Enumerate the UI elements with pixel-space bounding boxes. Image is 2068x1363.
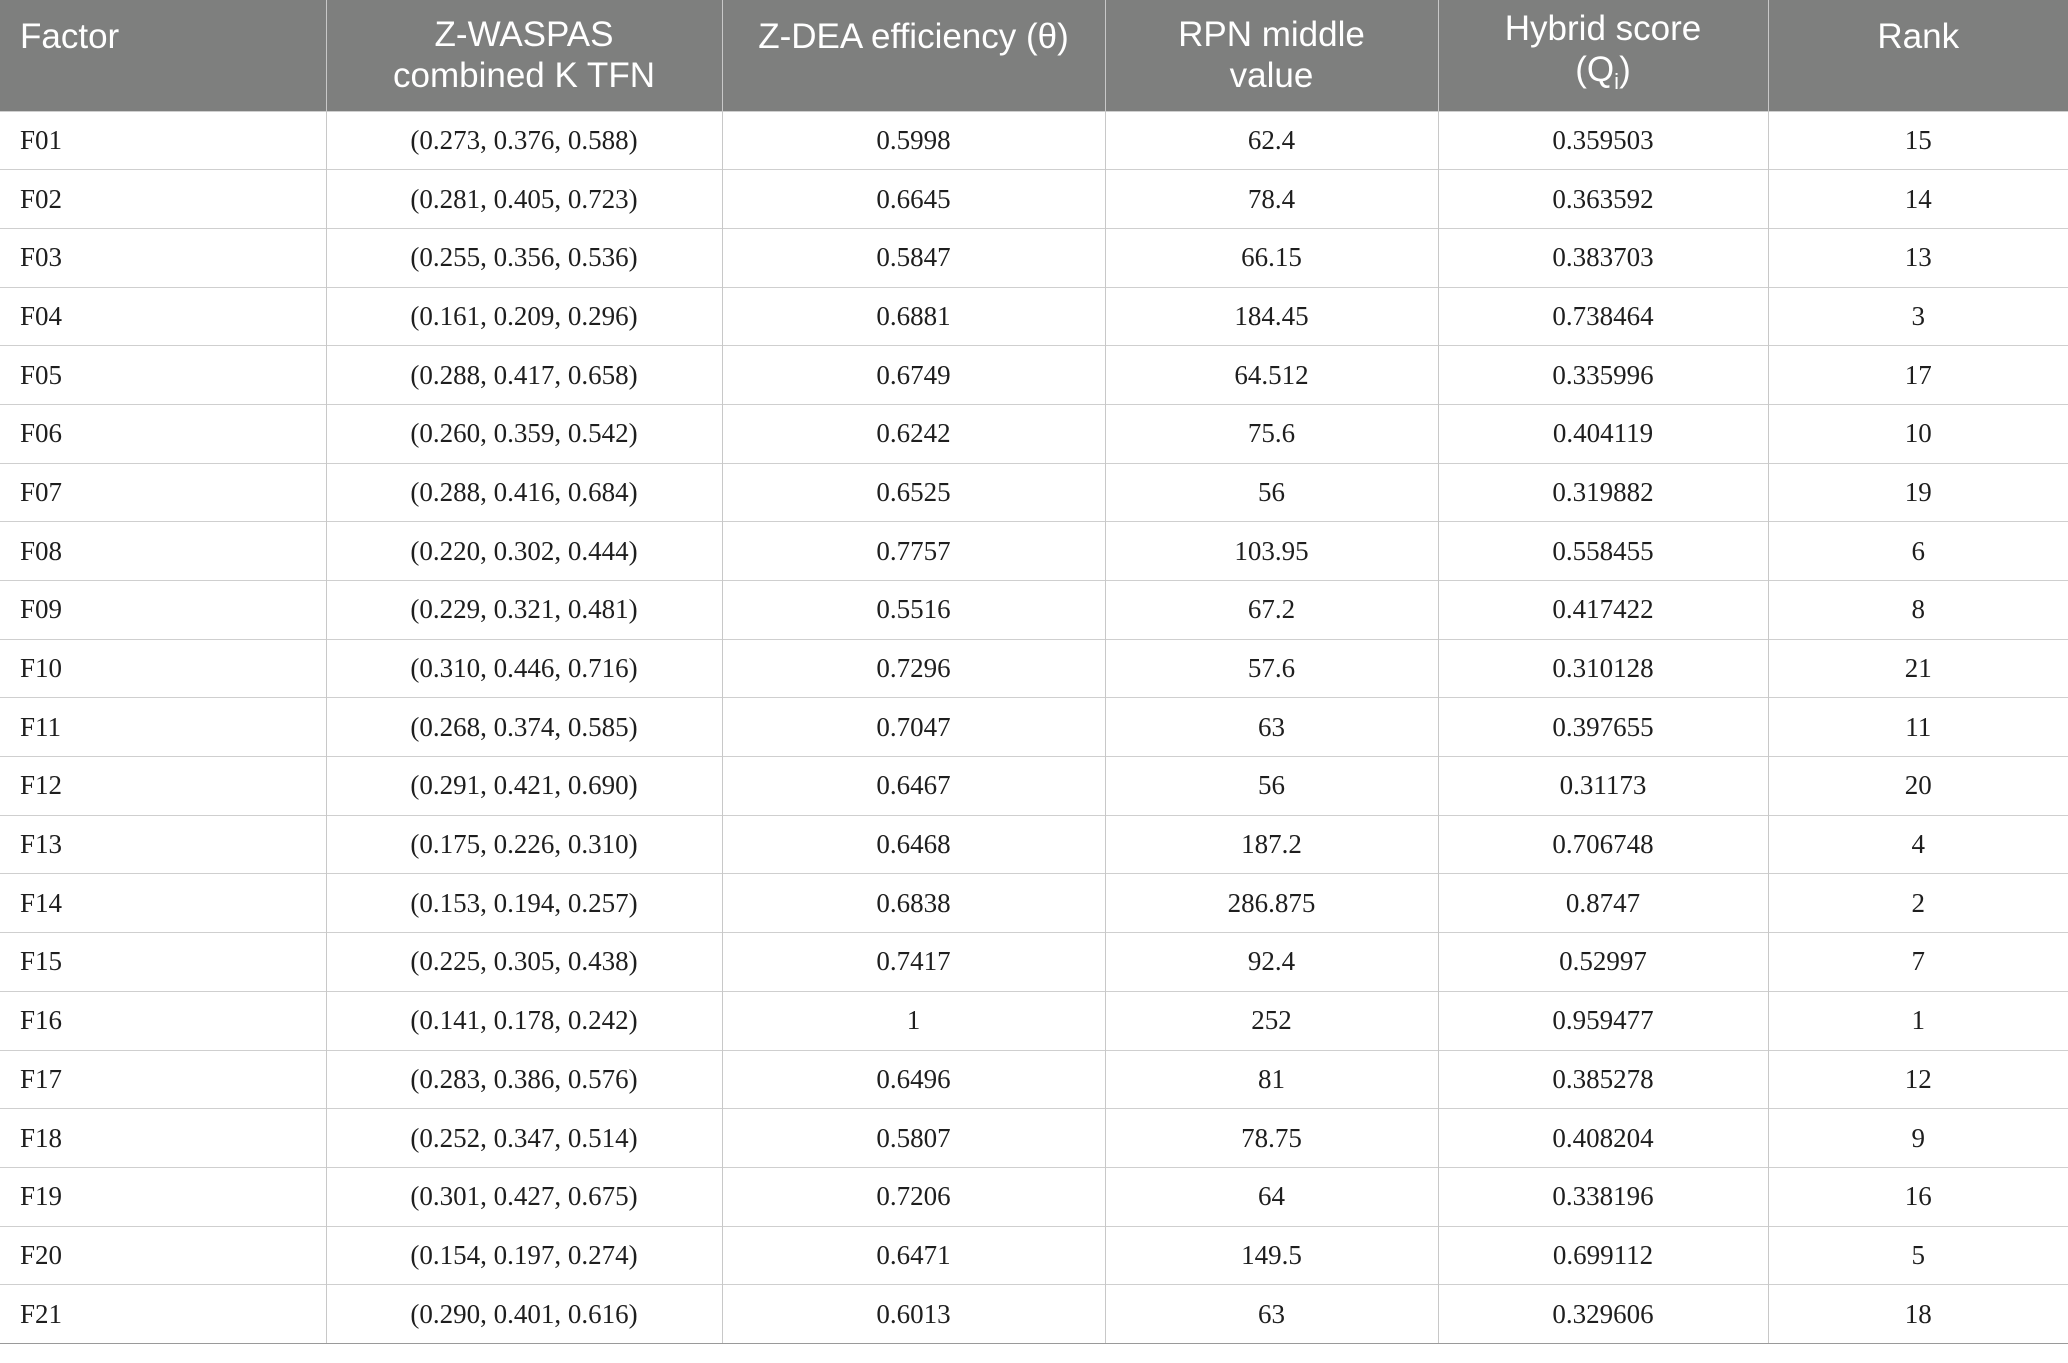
dea-efficiency-cell: 0.6749 [722, 346, 1105, 405]
dea-efficiency-cell: 0.7296 [722, 639, 1105, 698]
table-row [0, 874, 2068, 933]
tfn-cell: (0.255, 0.356, 0.536) [326, 228, 722, 287]
hybrid-score-cell: 0.959477 [1438, 991, 1768, 1050]
hybrid-score-cell: 0.404119 [1438, 404, 1768, 463]
table-row [0, 815, 2068, 874]
hybrid-score-cell: 0.338196 [1438, 1167, 1768, 1226]
header-rpn-line2: value [1229, 56, 1314, 96]
hybrid-score-cell: 0.397655 [1438, 698, 1768, 757]
rank-cell: 21 [1768, 639, 2068, 698]
tfn-cell: (0.153, 0.194, 0.257) [326, 874, 722, 933]
col-header-factor: Factor [0, 0, 326, 111]
rpn-cell: 56 [1105, 757, 1438, 816]
factor-cell: F08 [0, 522, 326, 581]
hybrid-score-cell: 0.52997 [1438, 933, 1768, 992]
factor-cell: F12 [0, 757, 326, 816]
table-row [0, 287, 2068, 346]
rpn-cell: 286.875 [1105, 874, 1438, 933]
factor-cell: F16 [0, 991, 326, 1050]
factor-cell: F10 [0, 639, 326, 698]
tfn-cell: (0.310, 0.446, 0.716) [326, 639, 722, 698]
header-hybrid-subscript: i [1614, 69, 1620, 95]
table-row [0, 1226, 2068, 1285]
tfn-cell: (0.288, 0.417, 0.658) [326, 346, 722, 405]
factor-cell: F13 [0, 815, 326, 874]
rpn-cell: 62.4 [1105, 111, 1438, 170]
col-header-hybrid [1438, 0, 1768, 111]
hybrid-score-cell: 0.359503 [1438, 111, 1768, 170]
hybrid-score-cell: 0.335996 [1438, 346, 1768, 405]
rpn-cell: 149.5 [1105, 1226, 1438, 1285]
dea-efficiency-cell: 0.6838 [722, 874, 1105, 933]
col-header-rank: Rank [1768, 0, 2068, 111]
dea-efficiency-cell: 0.6496 [722, 1050, 1105, 1109]
rpn-cell: 187.2 [1105, 815, 1438, 874]
tfn-cell: (0.268, 0.374, 0.585) [326, 698, 722, 757]
hybrid-score-cell: 0.417422 [1438, 581, 1768, 640]
tfn-cell: (0.225, 0.305, 0.438) [326, 933, 722, 992]
hybrid-score-cell: 0.319882 [1438, 463, 1768, 522]
table-row [0, 111, 2068, 170]
hybrid-score-cell: 0.738464 [1438, 287, 1768, 346]
factor-cell: F04 [0, 287, 326, 346]
rank-cell: 7 [1768, 933, 2068, 992]
tfn-cell: (0.175, 0.226, 0.310) [326, 815, 722, 874]
dea-efficiency-cell: 0.5516 [722, 581, 1105, 640]
tfn-cell: (0.141, 0.178, 0.242) [326, 991, 722, 1050]
tfn-cell: (0.273, 0.376, 0.588) [326, 111, 722, 170]
col-header-rpn [1105, 0, 1438, 111]
rpn-cell: 63 [1105, 698, 1438, 757]
table-row [0, 404, 2068, 463]
table-row [0, 581, 2068, 640]
dea-efficiency-cell: 0.7047 [722, 698, 1105, 757]
table-row [0, 463, 2068, 522]
hybrid-score-cell: 0.310128 [1438, 639, 1768, 698]
tfn-cell: (0.161, 0.209, 0.296) [326, 287, 722, 346]
table-row [0, 698, 2068, 757]
rank-cell: 16 [1768, 1167, 2068, 1226]
rank-cell: 14 [1768, 170, 2068, 229]
rank-cell: 13 [1768, 228, 2068, 287]
tfn-cell: (0.290, 0.401, 0.616) [326, 1285, 722, 1344]
factor-cell: F19 [0, 1167, 326, 1226]
table-row [0, 1050, 2068, 1109]
dea-efficiency-cell: 0.6467 [722, 757, 1105, 816]
table-body [0, 111, 2068, 1343]
tfn-cell: (0.291, 0.421, 0.690) [326, 757, 722, 816]
dea-efficiency-cell: 0.6013 [722, 1285, 1105, 1344]
factor-cell: F09 [0, 581, 326, 640]
dea-efficiency-cell: 1 [722, 991, 1105, 1050]
rpn-cell: 103.95 [1105, 522, 1438, 581]
hybrid-score-cell: 0.8747 [1438, 874, 1768, 933]
dea-efficiency-cell: 0.5807 [722, 1109, 1105, 1168]
rank-cell: 3 [1768, 287, 2068, 346]
rpn-cell: 64.512 [1105, 346, 1438, 405]
hybrid-score-cell: 0.408204 [1438, 1109, 1768, 1168]
hybrid-score-cell: 0.31173 [1438, 757, 1768, 816]
rpn-cell: 252 [1105, 991, 1438, 1050]
factor-cell: F17 [0, 1050, 326, 1109]
factor-cell: F21 [0, 1285, 326, 1344]
rpn-cell: 56 [1105, 463, 1438, 522]
factor-cell: F05 [0, 346, 326, 405]
rank-cell: 6 [1768, 522, 2068, 581]
rank-cell: 8 [1768, 581, 2068, 640]
table-row [0, 170, 2068, 229]
hybrid-score-cell: 0.363592 [1438, 170, 1768, 229]
factor-cell: F20 [0, 1226, 326, 1285]
hybrid-score-cell: 0.383703 [1438, 228, 1768, 287]
dea-efficiency-cell: 0.5847 [722, 228, 1105, 287]
tfn-cell: (0.252, 0.347, 0.514) [326, 1109, 722, 1168]
hybrid-score-cell: 0.385278 [1438, 1050, 1768, 1109]
rank-cell: 10 [1768, 404, 2068, 463]
table-row [0, 1109, 2068, 1168]
table-row [0, 639, 2068, 698]
rank-cell: 20 [1768, 757, 2068, 816]
header-hybrid-line1: Hybrid score [1504, 9, 1702, 49]
tfn-cell: (0.281, 0.405, 0.723) [326, 170, 722, 229]
hybrid-score-cell: 0.706748 [1438, 815, 1768, 874]
rpn-cell: 57.6 [1105, 639, 1438, 698]
dea-efficiency-cell: 0.6242 [722, 404, 1105, 463]
rpn-cell: 92.4 [1105, 933, 1438, 992]
table-row [0, 991, 2068, 1050]
dea-efficiency-cell: 0.6471 [722, 1226, 1105, 1285]
table-row [0, 933, 2068, 992]
table-row [0, 346, 2068, 405]
header-waspas-line1: Z-WASPAS [434, 15, 614, 55]
rpn-cell: 81 [1105, 1050, 1438, 1109]
factor-cell: F03 [0, 228, 326, 287]
rank-cell: 18 [1768, 1285, 2068, 1344]
rpn-cell: 184.45 [1105, 287, 1438, 346]
col-header-waspas [326, 0, 722, 111]
header-rpn-line1: RPN middle [1178, 15, 1365, 55]
rank-cell: 2 [1768, 874, 2068, 933]
rank-cell: 5 [1768, 1226, 2068, 1285]
rank-cell: 15 [1768, 111, 2068, 170]
tfn-cell: (0.260, 0.359, 0.542) [326, 404, 722, 463]
header-hybrid-q: (Q [1575, 50, 1615, 90]
rpn-cell: 67.2 [1105, 581, 1438, 640]
rank-cell: 4 [1768, 815, 2068, 874]
dea-efficiency-cell: 0.6645 [722, 170, 1105, 229]
factor-cell: F11 [0, 698, 326, 757]
table-row [0, 1167, 2068, 1226]
dea-efficiency-cell: 0.7757 [722, 522, 1105, 581]
table-row [0, 1285, 2068, 1344]
dea-efficiency-cell: 0.6468 [722, 815, 1105, 874]
rank-cell: 12 [1768, 1050, 2068, 1109]
factor-cell: F14 [0, 874, 326, 933]
hybrid-score-cell: 0.558455 [1438, 522, 1768, 581]
table-row [0, 228, 2068, 287]
factor-cell: F01 [0, 111, 326, 170]
factor-cell: F06 [0, 404, 326, 463]
dea-efficiency-cell: 0.6525 [722, 463, 1105, 522]
rank-cell: 11 [1768, 698, 2068, 757]
header-waspas-line2: combined K TFN [393, 56, 655, 96]
tfn-cell: (0.220, 0.302, 0.444) [326, 522, 722, 581]
tfn-cell: (0.154, 0.197, 0.274) [326, 1226, 722, 1285]
factor-cell: F18 [0, 1109, 326, 1168]
table-row [0, 522, 2068, 581]
rpn-cell: 63 [1105, 1285, 1438, 1344]
tfn-cell: (0.301, 0.427, 0.675) [326, 1167, 722, 1226]
rpn-cell: 78.4 [1105, 170, 1438, 229]
rpn-cell: 66.15 [1105, 228, 1438, 287]
header-row [0, 0, 2068, 111]
col-header-dea: Z-DEA efficiency (θ) [722, 0, 1105, 111]
rank-cell: 19 [1768, 463, 2068, 522]
table-row [0, 757, 2068, 816]
dea-efficiency-cell: 0.7417 [722, 933, 1105, 992]
hybrid-score-cell: 0.699112 [1438, 1226, 1768, 1285]
rank-cell: 17 [1768, 346, 2068, 405]
factor-cell: F07 [0, 463, 326, 522]
table-header [0, 0, 2068, 111]
rank-cell: 1 [1768, 991, 2068, 1050]
rpn-cell: 75.6 [1105, 404, 1438, 463]
factor-cell: F15 [0, 933, 326, 992]
tfn-cell: (0.283, 0.386, 0.576) [326, 1050, 722, 1109]
hybrid-score-cell: 0.329606 [1438, 1285, 1768, 1344]
rpn-cell: 64 [1105, 1167, 1438, 1226]
factor-cell: F02 [0, 170, 326, 229]
tfn-cell: (0.288, 0.416, 0.684) [326, 463, 722, 522]
dea-efficiency-cell: 0.7206 [722, 1167, 1105, 1226]
header-hybrid-close: ) [1619, 50, 1631, 90]
tfn-cell: (0.229, 0.321, 0.481) [326, 581, 722, 640]
rank-cell: 9 [1768, 1109, 2068, 1168]
rpn-cell: 78.75 [1105, 1109, 1438, 1168]
dea-efficiency-cell: 0.6881 [722, 287, 1105, 346]
dea-efficiency-cell: 0.5998 [722, 111, 1105, 170]
